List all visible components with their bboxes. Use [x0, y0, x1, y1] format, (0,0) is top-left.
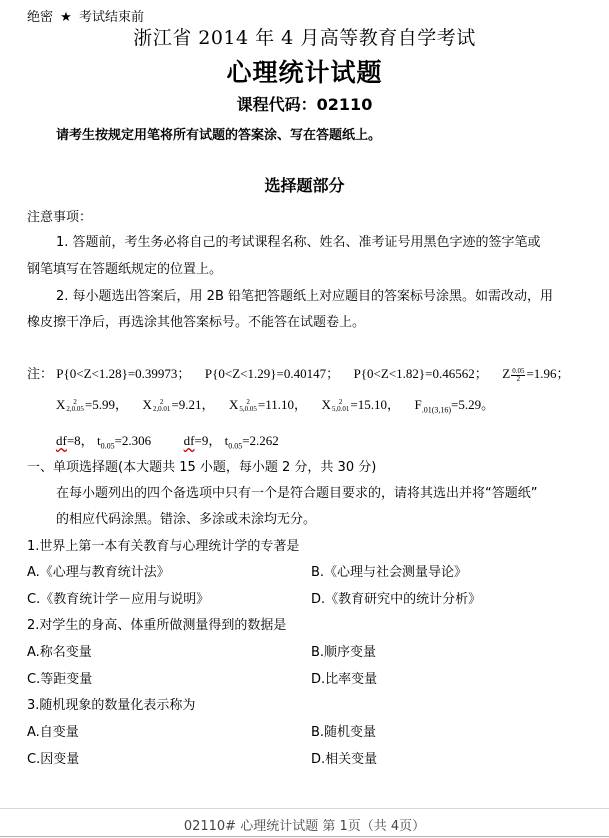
question-1-option-a: A.《心理与教育统计法》: [27, 565, 170, 580]
question-2-option-c: C.等距变量: [27, 672, 93, 687]
exam-end-label: 考试结束前: [78, 10, 144, 25]
note2-line2: 橡皮擦干净后，再选涂其他答案标号。不能答在试题卷上。: [27, 315, 366, 330]
question-1-option-b: B.《心理与社会测量导论》: [311, 565, 468, 580]
question-1-option-d: D.《教育研究中的统计分析》: [311, 592, 482, 607]
chi-square-1: X 2 2,0.05 =5.99，: [56, 397, 128, 414]
t-critical-2: $t_{0.05}=2.262$: [224, 433, 279, 451]
page-title: 心理统计试题: [226, 58, 383, 87]
question-1-option-c: C.《教育统计学－应用与说明》: [27, 592, 210, 607]
star-icon: ★: [60, 10, 72, 25]
z-critical: Z $\frac{0.05}{2}$ =1.96；: [502, 366, 570, 383]
question-1-stem: 1.世界上第一本有关教育与心理统计学的专著是: [27, 539, 300, 554]
footer-divider: [0, 808, 609, 809]
section-title: 选择题部分: [264, 176, 345, 195]
formula-note-label: 注：: [27, 367, 54, 382]
question-2-option-b: B.顺序变量: [311, 645, 377, 660]
df-8: df=8，: [56, 433, 94, 448]
part1-instruction-line2: 的相应代码涂黑。错涂、多涂或未涂均无分。: [56, 512, 317, 527]
part1-heading: 一、单项选择题(本大题共 15 小题，每小题 2 分，共 30 分): [27, 460, 377, 475]
notes-label: 注意事项：: [27, 210, 93, 225]
question-3-option-d: D.相关变量: [311, 752, 378, 767]
prob-1: P{0<Z<1.28}=0.39973；: [56, 366, 191, 381]
page-bottom-edge: [0, 836, 609, 837]
formula-line-1: [27, 363, 570, 383]
prob-2: P{0<Z<1.29}=0.40147；: [204, 366, 340, 381]
note2-line1: 2. 每小题选出答案后，用 2B 铅笔把答题纸上对应题目的答案标号涂黑。如需改动，用: [56, 289, 553, 304]
page-footer: 02110# 心理统计试题 第 1页（共 4页）: [183, 819, 426, 834]
question-3-option-c: C.因变量: [27, 752, 80, 767]
df-9: df=9，: [183, 433, 222, 448]
question-3-stem: 3.随机现象的数量化表示称为: [27, 698, 196, 713]
exam-line: 浙江省 2014 年 4 月高等教育自学考试: [133, 27, 476, 49]
question-2-option-d: D.比率变量: [311, 672, 378, 687]
formula-line-3: [56, 430, 279, 449]
course-code: 课程代码：02110: [236, 95, 373, 114]
t-critical-1: $t_{0.05}=2.306$: [96, 433, 152, 451]
chi-square-3: X 2 5,0.05 =11.10，: [228, 397, 307, 414]
note1-line2: 钢笔填写在答题纸规定的位置上。: [27, 262, 223, 277]
formula-line-2: [56, 394, 494, 413]
prob-3: P{0<Z<1.82}=0.46562；: [353, 366, 488, 381]
answer-notice: 请考生按规定用笔将所有试题的答案涂、写在答题纸上。: [56, 128, 382, 143]
question-2-stem: 2.对学生的身高、体重所做测量得到的数据是: [27, 618, 287, 633]
f-critical: $F_{.01(3,16)}=5.29$。: [414, 397, 495, 415]
chi-square-4: X 2 5,0.01 =15.10，: [321, 397, 400, 414]
secret-label: 绝密: [27, 10, 54, 25]
question-3-option-b: B.随机变量: [311, 725, 377, 740]
question-3-option-a: A.自变量: [27, 725, 79, 740]
note1-line1: 1. 答题前，考生务必将自己的考试课程名称、姓名、准考证号用黑色字迹的签字笔或: [56, 235, 541, 250]
chi-square-2: X 2 2,0.01 =9.21，: [142, 397, 215, 414]
part1-instruction-line1: 在每小题列出的四个备选项中只有一个是符合题目要求的，请将其选出并将“答题纸”: [56, 486, 538, 501]
question-2-option-a: A.称名变量: [27, 645, 92, 660]
